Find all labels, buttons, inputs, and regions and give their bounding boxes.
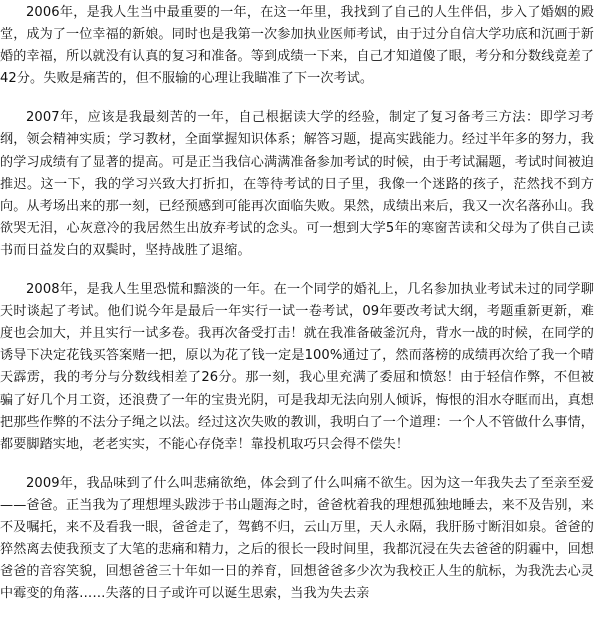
paragraph-2007: 2007年，应该是我最刻苦的一年，自己根据读大学的经验，制定了复习备考三方法：即学习考纲，领会精神实质；学习教材，全面掌握知识体系；解答习题，提高实践能力。经过半年多的努力，我的学习成绩有了显著的提高。可是正当我信心满满准备参加考试的时候，由于考试漏题，考试时间被迫推迟。这一下，我的学习兴致大打折扣，在等待考试的日子里，我像一个迷路的孩子，茫然找不到方向。从考场出来的那一刻，已经预感到可能再次面临失败。果然，成绩出来后，我又一次名落孙山。我欲哭无泪，心灰意冷的我居然生出放弃考试的念头。可一想到大学5年的寒窗苦读和父母为了供自己读书而日益发白的双鬓时，坚持战胜了退缩。 — [0, 110, 594, 258]
paragraph-2008: 2008年，是我人生里恐慌和黯淡的一年。在一个同学的婚礼上，几名参加执业考试未过的同学聊天时谈起了考试。他们说今年是最后一年实行一试一卷考试，09年要改考试大纲，考题重新更新，难度也会加大，并且实行一试多卷。我再次备受打击！就在我准备破釜沉舟，背水一战的时候，在同学的诱导下决定花钱买答案赌一把，原以为花了钱一定是100%通过了，然而落榜的成绩再次给了我一个晴天霹雳，我的考分与分数线相差了26分。那一刻，我心里充满了委屈和愤怒！由于轻信作弊，不但被骗了好几个月工资，还浪费了一年的宝贵光阴，可是我却无法向别人倾诉，悔恨的泪水夺眶而出，真想把那些作弊的不法分子绳之以法。经过这次失败的教训，我明白了一个道理：一个人不管做什么事情，都要脚踏实地，老老实实，不能心存侥幸！靠投机取巧只会得不偿失！ — [0, 282, 594, 452]
paragraph-2006: 2006年，是我人生当中最重要的一年，在这一年里，我找到了自己的人生伴侣，步入了婚姻的殿堂，成为了一位幸福的新娘。同时也是我第一次参加执业医师考试，由于过分自信大学功底和沉画于新婚的幸福，所以就没有认真的复习和准备。等到成绩一下来，自己才知道傻了眼，考分和分数线竟差了42分。失败是痛苦的，但不服输的心理让我瞄准了下一次考试。 — [0, 5, 594, 87]
paragraph-2009: 2009年，我品味到了什么叫悲痛欲绝，体会到了什么叫痛不欲生。因为这一年我失去了至亲至爱——爸爸。正当我为了理想埋头跋涉于书山题海之时，爸爸枕着我的理想孤独地睡去，来不及告别，来不及嘱托，来不及看我一眼，爸爸走了，驾鹤不归，云山万里，天人永隔，我肝肠寸断泪如泉。爸爸的猝然离去使我预支了大笔的悲痛和精力，之后的很长一段时间里，我都沉浸在失去爸爸的阴霾中，回想爸爸的音容笑貌，回想爸爸三十年如一日的养育，回想爸爸多少次为我校正人生的航标，为我洗去心灵中霉变的角落……失落的日子或许可以诞生思索，当我为失去亲 — [0, 475, 594, 602]
